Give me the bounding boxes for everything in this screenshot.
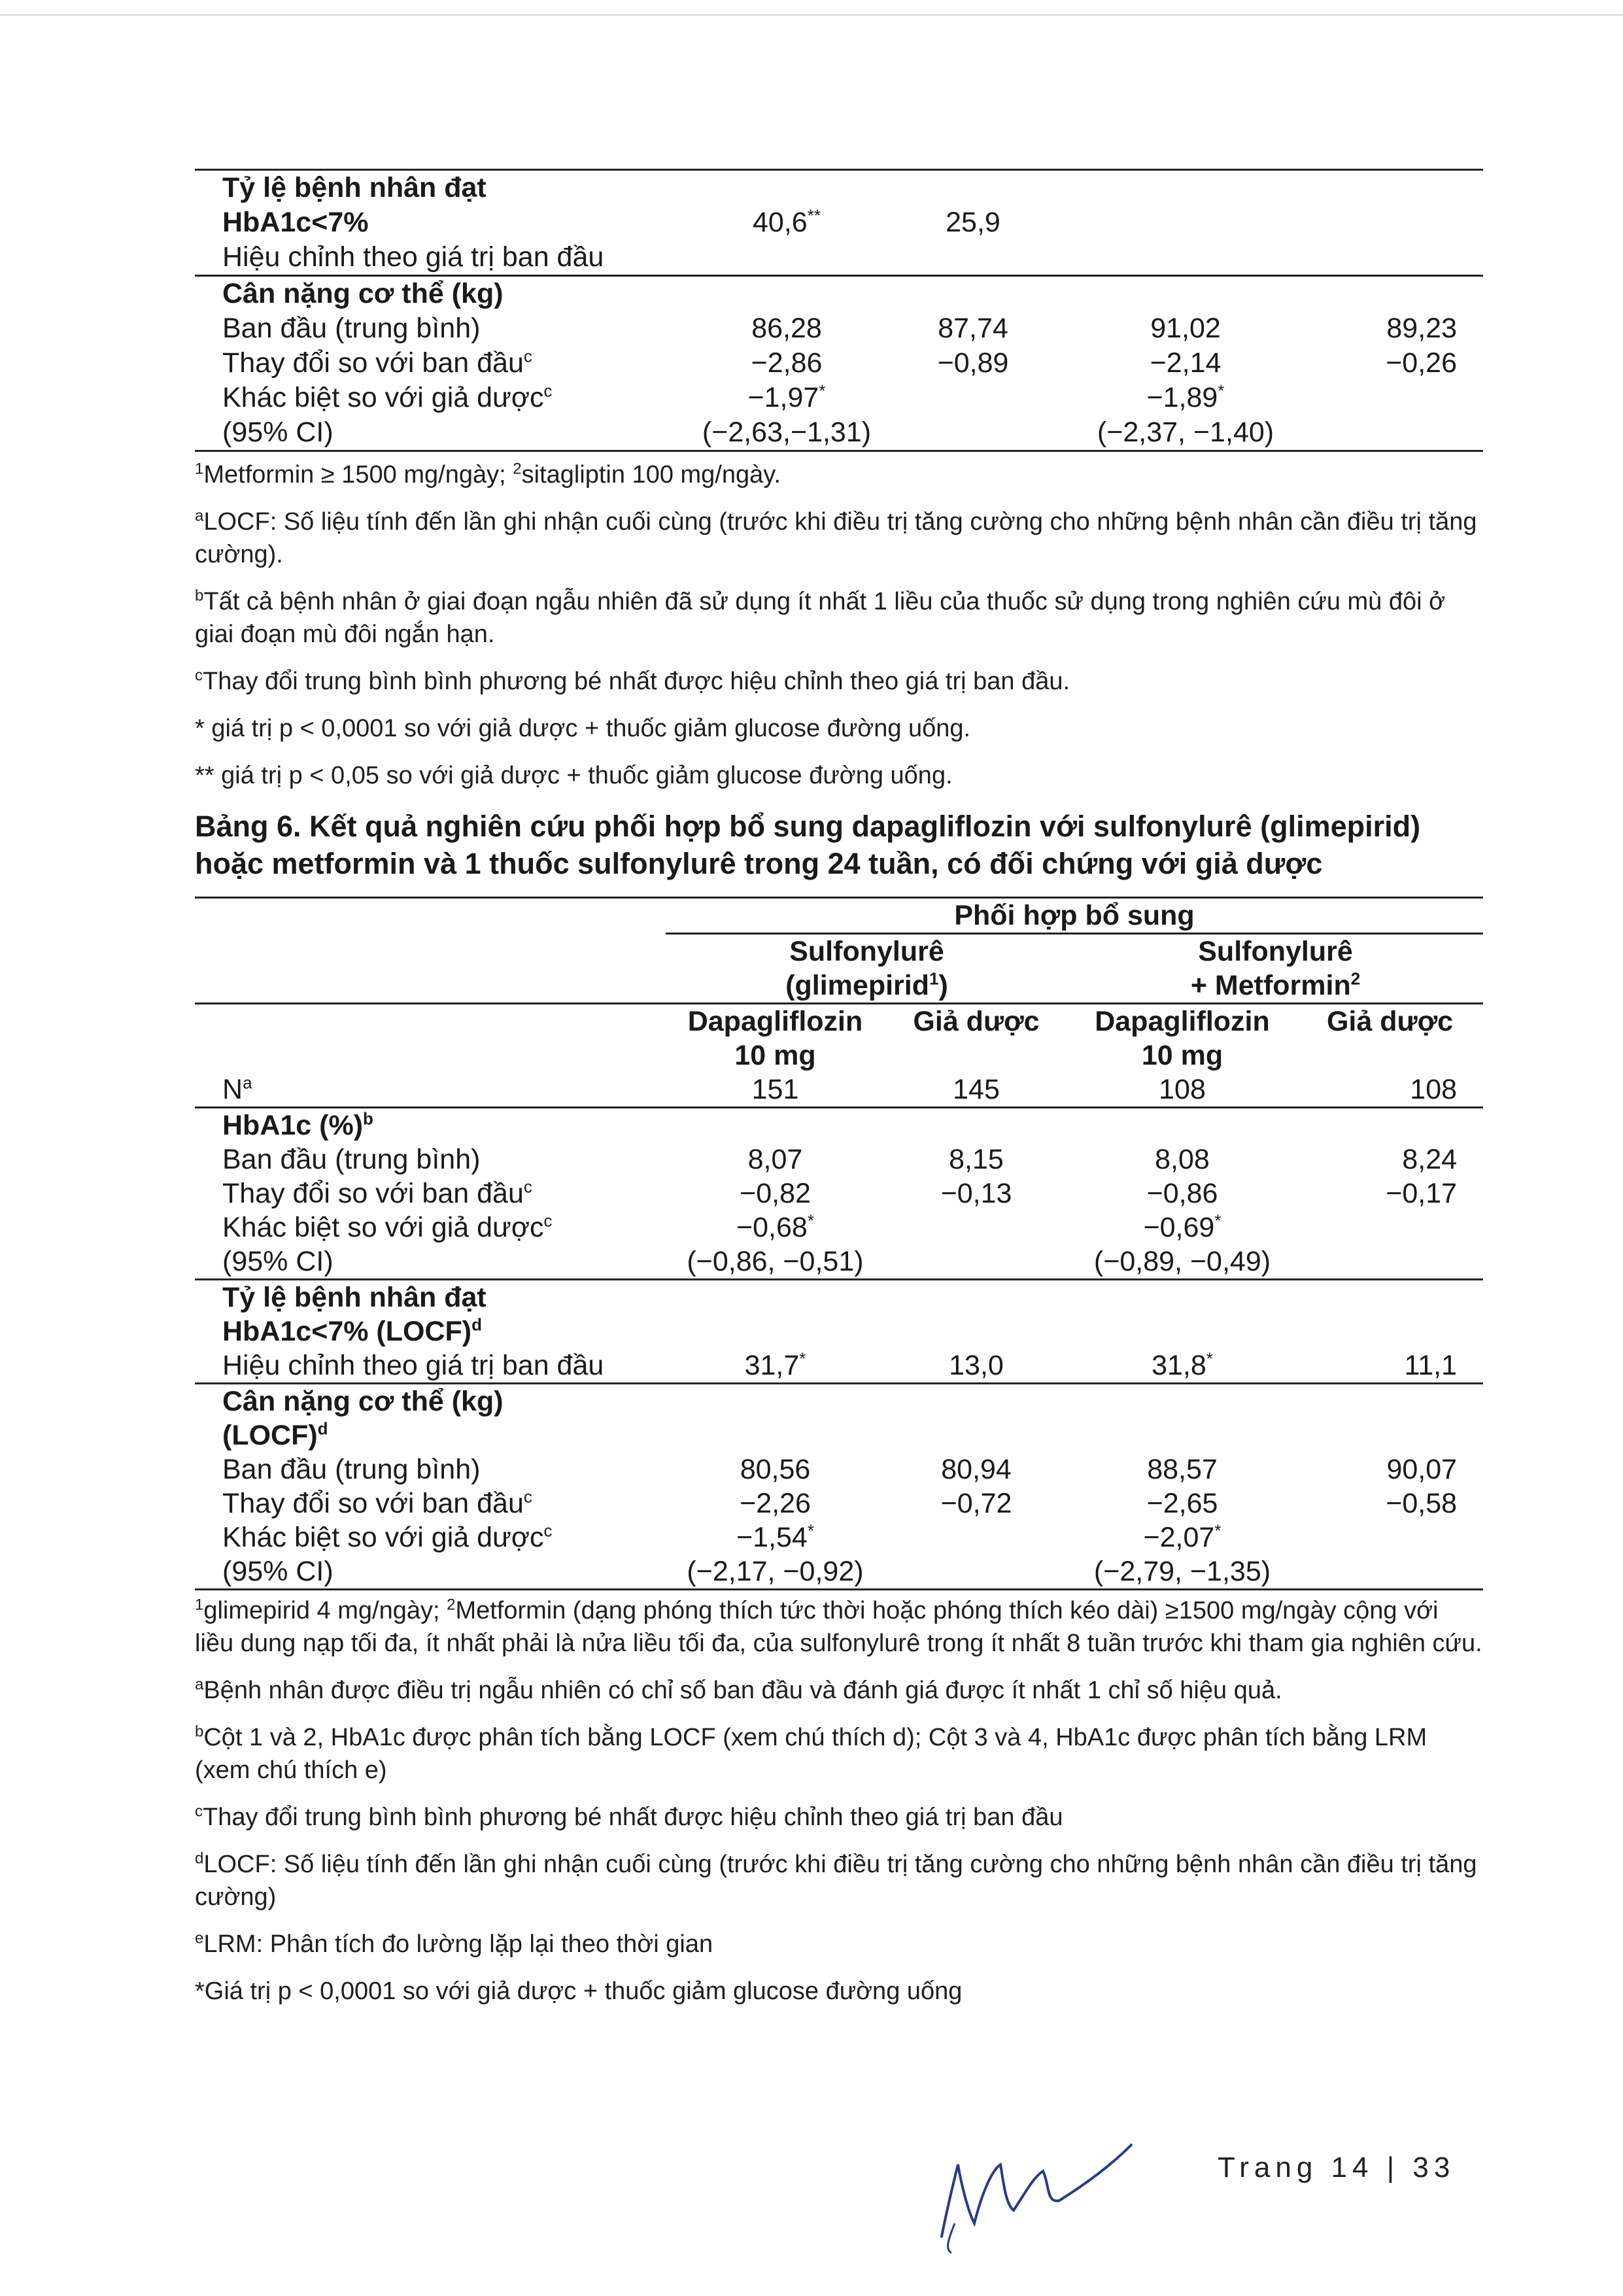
cell-c1: (−2,63,−1,31)	[679, 415, 895, 451]
header-regimen-row-1	[195, 934, 1483, 969]
cell-c1	[666, 1314, 885, 1348]
cell-c2: −0,89	[937, 347, 1009, 379]
row-label: Thay đổi so với ban đầu$^c$	[222, 1176, 532, 1209]
cell-c3: 108	[1068, 1072, 1297, 1108]
row-label: Tỷ lệ bệnh nhân đạt	[222, 172, 487, 203]
cell-c2: −0,13	[940, 1178, 1012, 1209]
cell-c3: 88,57	[1147, 1454, 1218, 1485]
row-label: (LOCF)$^d$	[222, 1418, 328, 1451]
footnote: $^a$Bệnh nhân được điều trị ngẫu nhiên có chỉ số ban đầu và đánh giá được ít nhất 1 chỉ số hiệu quả.	[195, 1675, 1282, 1704]
cell-c1: −0,82	[740, 1178, 811, 1209]
cell-c2: 145	[885, 1072, 1068, 1108]
footnote: $^a$LOCF: Số liệu tính đến lần ghi nhận cuối cùng (trước khi điều trị tăng cường cho những bệnh nhân cần điều trị tăng cường).	[195, 507, 1477, 568]
table-6-caption: Bảng 6. Kết quả nghiên cứu phối hợp bổ sung dapagliflozin với sulfonylurê (glimepirid) hoặc metformin và 1 thuốc sulfonylurê trong 24 tuần, có đối chứng với giả dược	[195, 810, 1421, 880]
header-group-row	[195, 898, 1483, 934]
row-label: Ban đầu (trung bình)	[222, 1144, 481, 1175]
row-label: Cân nặng cơ thể (kg)	[222, 1386, 504, 1417]
cell-c3	[1051, 240, 1320, 276]
cell-c1	[666, 1280, 885, 1315]
row-label: Ban đầu (trung bình)	[222, 1454, 481, 1485]
cell-c1: −1,54*	[736, 1520, 814, 1553]
cell-c1: 86,28	[751, 313, 822, 344]
table-5-row	[195, 240, 1483, 276]
cell-c4	[1297, 1384, 1483, 1419]
header-dose-1: 10 mg	[734, 1040, 816, 1071]
cell-c2	[895, 170, 1051, 206]
cell-c4	[1320, 240, 1483, 276]
table-5-footnotes	[195, 458, 1483, 792]
cell-c1	[679, 170, 895, 206]
cell-c1: 80,56	[740, 1454, 811, 1485]
cell-c4	[1320, 381, 1483, 415]
footnote: $^1$Metformin ≥ 1500 mg/ngày; $^2$sitagliptin 100 mg/ngày.	[195, 460, 781, 488]
cell-c4	[1297, 1314, 1483, 1348]
table-6-row	[195, 1244, 1483, 1280]
cell-c4: −0,26	[1386, 347, 1457, 379]
cell-c2: 25,9	[946, 207, 1000, 238]
footnote: *Giá trị p < 0,0001 so với giả dược + thuốc giảm glucose đường uống	[195, 1978, 963, 2005]
header-regimen-1-line-2: (glimepirid$^1$)	[666, 968, 1068, 1004]
cell-c3: (−2,37, −1,40)	[1051, 415, 1320, 451]
cell-c1: 31,7*	[666, 1348, 885, 1384]
cell-c1	[666, 1384, 885, 1419]
cell-c4	[1297, 1520, 1483, 1554]
cell-c4	[1320, 170, 1483, 206]
footnote: ** giá trị p < 0,05 so với giả dược + thuốc giảm glucose đường uống.	[195, 762, 953, 789]
cell-c3	[1051, 276, 1320, 312]
table-6-row	[195, 1554, 1483, 1590]
footnote: $^e$LRM: Phân tích đo lường lặp lại theo thời gian	[195, 1929, 713, 1958]
cell-c2: 87,74	[938, 313, 1008, 344]
table-6-row	[195, 1384, 1483, 1419]
cell-c3	[1068, 1108, 1297, 1143]
header-dapagliflozin-2: Dapagliflozin	[1095, 1006, 1270, 1037]
cell-c3: −2,14	[1150, 347, 1222, 379]
cell-c1: (−0,86, −0,51)	[666, 1244, 885, 1280]
cell-c2	[885, 1384, 1068, 1419]
cell-c4	[1297, 1210, 1483, 1244]
cell-c4: −0,58	[1386, 1488, 1458, 1519]
cell-c4: 108	[1297, 1072, 1483, 1108]
header-placebo-2: Giả dược	[1326, 1006, 1454, 1037]
cell-c1	[679, 276, 895, 312]
page-top-border	[0, 14, 1623, 16]
table-6-row	[195, 1072, 1483, 1108]
row-label: Cân nặng cơ thể (kg)	[222, 278, 504, 309]
table-6-row	[195, 1280, 1483, 1315]
header-dapagliflozin-1: Dapagliflozin	[687, 1006, 863, 1037]
cell-c2: 8,15	[949, 1144, 1004, 1175]
row-label: $N^a$	[195, 1072, 666, 1108]
cell-c4: 8,24	[1402, 1144, 1458, 1175]
page-number: Trang 14 | 33	[1218, 2151, 1456, 2184]
cell-c1: −0,68*	[736, 1210, 814, 1243]
row-label: (95% CI)	[195, 1554, 666, 1590]
row-label: Thay đổi so với ban đầu$^c$	[222, 1486, 532, 1519]
cell-c4	[1297, 1108, 1483, 1143]
cell-c1	[666, 1108, 885, 1143]
table-5-row	[195, 381, 1483, 415]
row-label: Hiệu chỉnh theo giá trị ban đầu	[195, 1348, 666, 1384]
cell-c2	[895, 240, 1051, 276]
row-label: HbA1c<7%	[222, 207, 369, 238]
cell-c1: (−2,17, −0,92)	[666, 1554, 885, 1590]
cell-c3: 91,02	[1150, 313, 1221, 344]
table-6-row	[195, 1418, 1483, 1452]
cell-c3: 8,08	[1155, 1144, 1210, 1175]
footnote: $^b$Tất cả bệnh nhân ở giai đoạn ngẫu nhiên đã sử dụng ít nhất 1 liều của thuốc sử dụng trong nghiên cứu mù đôi ở giai đoạn mù đôi ngắn hạn.	[195, 587, 1446, 648]
table-6-row	[195, 1314, 1483, 1348]
header-regimen-2-line-2: + Metformin$^2$	[1068, 968, 1483, 1004]
cell-c4	[1320, 415, 1483, 451]
row-label: HbA1c (%)$^b$	[222, 1108, 373, 1141]
cell-c3: 31,8*	[1068, 1348, 1297, 1384]
cell-c2	[885, 1210, 1068, 1244]
cell-c4: 89,23	[1386, 313, 1457, 344]
row-label: Khác biệt so với giả dược$^c$	[222, 381, 553, 413]
cell-c3	[1068, 1280, 1297, 1315]
row-label: Tỷ lệ bệnh nhân đạt	[222, 1282, 487, 1313]
row-label: Thay đổi so với ban đầu$^c$	[222, 346, 532, 379]
header-group: Phối hợp bổ sung	[666, 898, 1483, 934]
header-regimen-row-2	[195, 968, 1483, 1004]
cell-c1: 151	[666, 1072, 885, 1108]
table-6-row	[195, 1452, 1483, 1486]
cell-c2	[895, 276, 1051, 312]
cell-c2	[885, 1108, 1068, 1143]
cell-c4	[1320, 205, 1483, 240]
footnote: * giá trị p < 0,0001 so với giả dược + thuốc giảm glucose đường uống.	[195, 715, 971, 742]
cell-c3	[1068, 1314, 1297, 1348]
table-6	[195, 897, 1483, 1590]
cell-c2: 13,0	[885, 1348, 1068, 1384]
header-placebo-1: Giả dược	[913, 1006, 1040, 1037]
row-label: Ban đầu (trung bình)	[222, 313, 481, 344]
header-dose-2: 10 mg	[1141, 1040, 1223, 1071]
footnote: $^1$glimepirid 4 mg/ngày; $^2$Metformin (dạng phóng thích tức thời hoặc phóng thích kéo dài) ≥1500 mg/ngày cộng với liều dung nạp tối đa, ít nhất phải là nửa liều tối đa, của sulfonylurê trong ít nhất 8 tuần trước khi tham gia nghiên cứu.	[195, 1596, 1482, 1657]
cell-c4: −0,17	[1386, 1178, 1458, 1209]
cell-c2	[885, 1554, 1068, 1590]
cell-c2	[885, 1520, 1068, 1554]
page-content	[195, 169, 1483, 2022]
cell-c4: 11,1	[1297, 1348, 1483, 1384]
footnote: $^c$Thay đổi trung bình bình phương bé nhất được hiệu chỉnh theo giá trị ban đầu.	[195, 666, 1070, 695]
table-5-row	[195, 276, 1483, 312]
cell-c1: −2,86	[751, 347, 823, 379]
cell-c3	[1051, 205, 1320, 240]
handwritten-signature	[929, 2125, 1138, 2256]
table-6-row	[195, 1142, 1483, 1176]
table-6-row	[195, 1348, 1483, 1384]
cell-c1: 40,6**	[753, 205, 821, 238]
cell-c4	[1297, 1244, 1483, 1280]
table-6-row	[195, 1210, 1483, 1244]
cell-c3: −0,86	[1146, 1178, 1218, 1209]
table-5-row	[195, 346, 1483, 381]
footnote: $^d$LOCF: Số liệu tính đến lần ghi nhận cuối cùng (trước khi điều trị tăng cường cho những bệnh nhân cần điều trị tăng cường)	[195, 1849, 1477, 1911]
cell-c1	[679, 240, 895, 276]
cell-c3: (−2,79, −1,35)	[1068, 1554, 1297, 1590]
cell-c4	[1297, 1554, 1483, 1590]
footnote: $^c$Thay đổi trung bình bình phương bé nhất được hiệu chỉnh theo giá trị ban đầu	[195, 1802, 1063, 1831]
cell-c3: −2,07*	[1143, 1520, 1222, 1553]
cell-c4	[1320, 276, 1483, 312]
table-6-footnotes	[195, 1594, 1483, 2008]
row-label: HbA1c<7% (LOCF)$^d$	[222, 1314, 482, 1347]
header-regimen-2-line-1: Sulfonylurê	[1198, 936, 1353, 967]
cell-c2	[895, 415, 1051, 451]
cell-c3: −0,69*	[1143, 1210, 1222, 1243]
table-6-row	[195, 1176, 1483, 1210]
table-6-row	[195, 1520, 1483, 1554]
cell-c4	[1297, 1418, 1483, 1452]
cell-c3: (−0,89, −0,49)	[1068, 1244, 1297, 1280]
row-label: (95% CI)	[195, 1244, 666, 1280]
cell-c3: −1,89*	[1146, 381, 1225, 413]
cell-c2	[895, 381, 1051, 415]
cell-c1: −1,97*	[747, 381, 826, 413]
row-label: Khác biệt so với giả dược$^c$	[222, 1210, 553, 1243]
cell-c3: −2,65	[1146, 1488, 1218, 1519]
table-6-row	[195, 1108, 1483, 1143]
cell-c2	[885, 1418, 1068, 1452]
cell-c1: 8,07	[747, 1144, 803, 1175]
table-5-continued	[195, 169, 1483, 452]
cell-c4: 90,07	[1386, 1454, 1458, 1485]
row-label: Hiệu chỉnh theo giá trị ban đầu	[195, 240, 679, 276]
cell-c2	[885, 1314, 1068, 1348]
header-arm-row-1	[195, 1004, 1483, 1039]
table-5-row	[195, 415, 1483, 451]
cell-c3	[1068, 1384, 1297, 1419]
table-5-row	[195, 311, 1483, 346]
cell-c3	[1051, 170, 1320, 206]
footnote: $^b$Cột 1 và 2, HbA1c được phân tích bằng LOCF (xem chú thích d); Cột 3 và 4, HbA1c được phân tích bằng LRM (xem chú thích e)	[195, 1722, 1427, 1784]
row-label: Khác biệt so với giả dược$^c$	[222, 1520, 553, 1553]
cell-c1: −2,26	[740, 1488, 811, 1519]
row-label: (95% CI)	[195, 415, 679, 451]
cell-c2: −0,72	[940, 1488, 1012, 1519]
header-regimen-1-line-1: Sulfonylurê	[789, 936, 944, 967]
cell-c2	[885, 1244, 1068, 1280]
header-arm-row-2	[195, 1038, 1483, 1072]
table-5-row	[195, 170, 1483, 206]
table-6-row	[195, 1486, 1483, 1520]
cell-c4	[1297, 1280, 1483, 1315]
table-5-row	[195, 205, 1483, 240]
cell-c1	[666, 1418, 885, 1452]
cell-c2	[885, 1280, 1068, 1315]
cell-c3	[1068, 1418, 1297, 1452]
cell-c2: 80,94	[941, 1454, 1012, 1485]
